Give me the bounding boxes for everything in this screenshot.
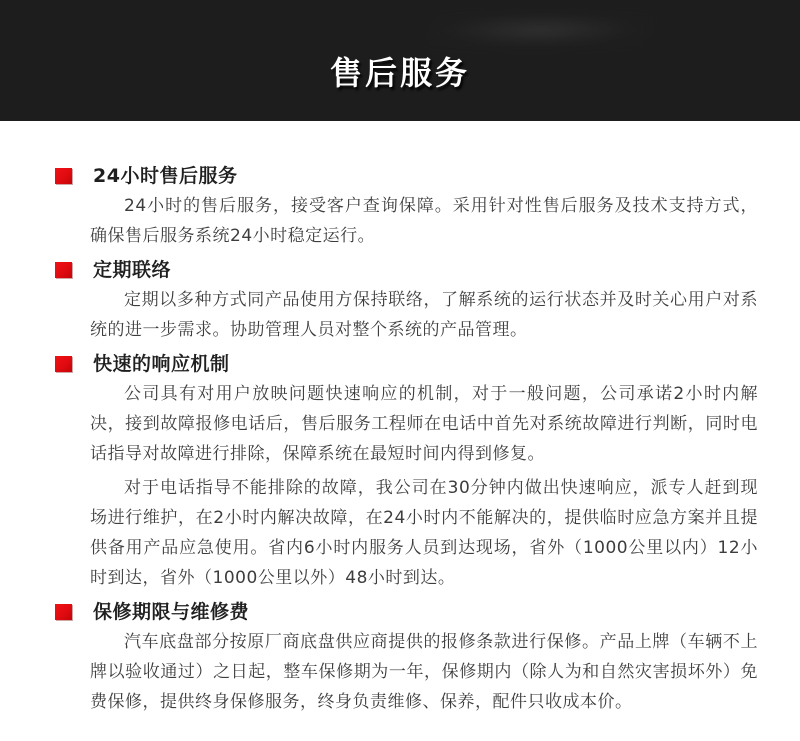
section-header <box>55 353 762 375</box>
section-warranty <box>55 601 762 717</box>
red-square-bullet-icon <box>55 356 72 372</box>
paragraph: 公司具有对用户放映问题快速响应的机制，对于一般问题，公司承诺2小时内解决，接到故障报修电话后，售后服务工程师在电话中首先对系统故障进行判断，同时电话指导对故障进行排除，保障系统在最短时间内得到修复。 <box>90 384 758 464</box>
section-body <box>55 379 762 593</box>
section-body <box>55 285 762 345</box>
header-band <box>0 0 800 121</box>
section-header <box>55 259 762 281</box>
red-square-bullet-icon <box>55 262 72 278</box>
section-heading: 定期联络 <box>93 259 172 281</box>
section-heading: 快速的响应机制 <box>93 353 230 375</box>
section-heading: 保修期限与维修费 <box>93 601 250 623</box>
section-24h-service <box>55 165 762 251</box>
red-square-bullet-icon <box>55 168 72 184</box>
section-body <box>55 191 762 251</box>
section-body <box>55 627 762 717</box>
page-title: 售后服务 <box>329 53 470 92</box>
section-header <box>55 601 762 623</box>
paragraph: 定期以多种方式同产品使用方保持联络，了解系统的运行状态并及时关心用户对系统的进一步需求。协助管理人员对整个系统的产品管理。 <box>90 290 758 340</box>
paragraph: 对于电话指导不能排除的故障，我公司在30分钟内做出快速响应，派专人赶到现场进行维护，在2小时内解决故障，在24小时内不能解决的，提供临时应急方案并且提供备用产品应急使用。省内6小时内服务人员到达现场，省外（1000公里以内）12小时到达，省外（1000公里以外）48小时到达。 <box>90 478 758 588</box>
section-heading: 24小时售后服务 <box>93 165 238 187</box>
section-header <box>55 165 762 187</box>
content-area <box>0 121 800 717</box>
red-square-bullet-icon <box>55 604 72 620</box>
watermark-smudge <box>424 12 656 48</box>
section-fast-response <box>55 353 762 593</box>
paragraph: 汽车底盘部分按原厂商底盘供应商提供的报修条款进行保修。产品上牌（车辆不上牌以验收通过）之日起，整车保修期为一年，保修期内（除人为和自然灾害损坏外）免费保修，提供终身保修服务，终身负责维修、保养，配件只收成本价。 <box>90 632 758 712</box>
section-regular-contact <box>55 259 762 345</box>
paragraph: 24小时的售后服务，接受客户查询保障。采用针对性售后服务及技术支持方式，确保售后服务系统24小时稳定运行。 <box>90 196 758 246</box>
